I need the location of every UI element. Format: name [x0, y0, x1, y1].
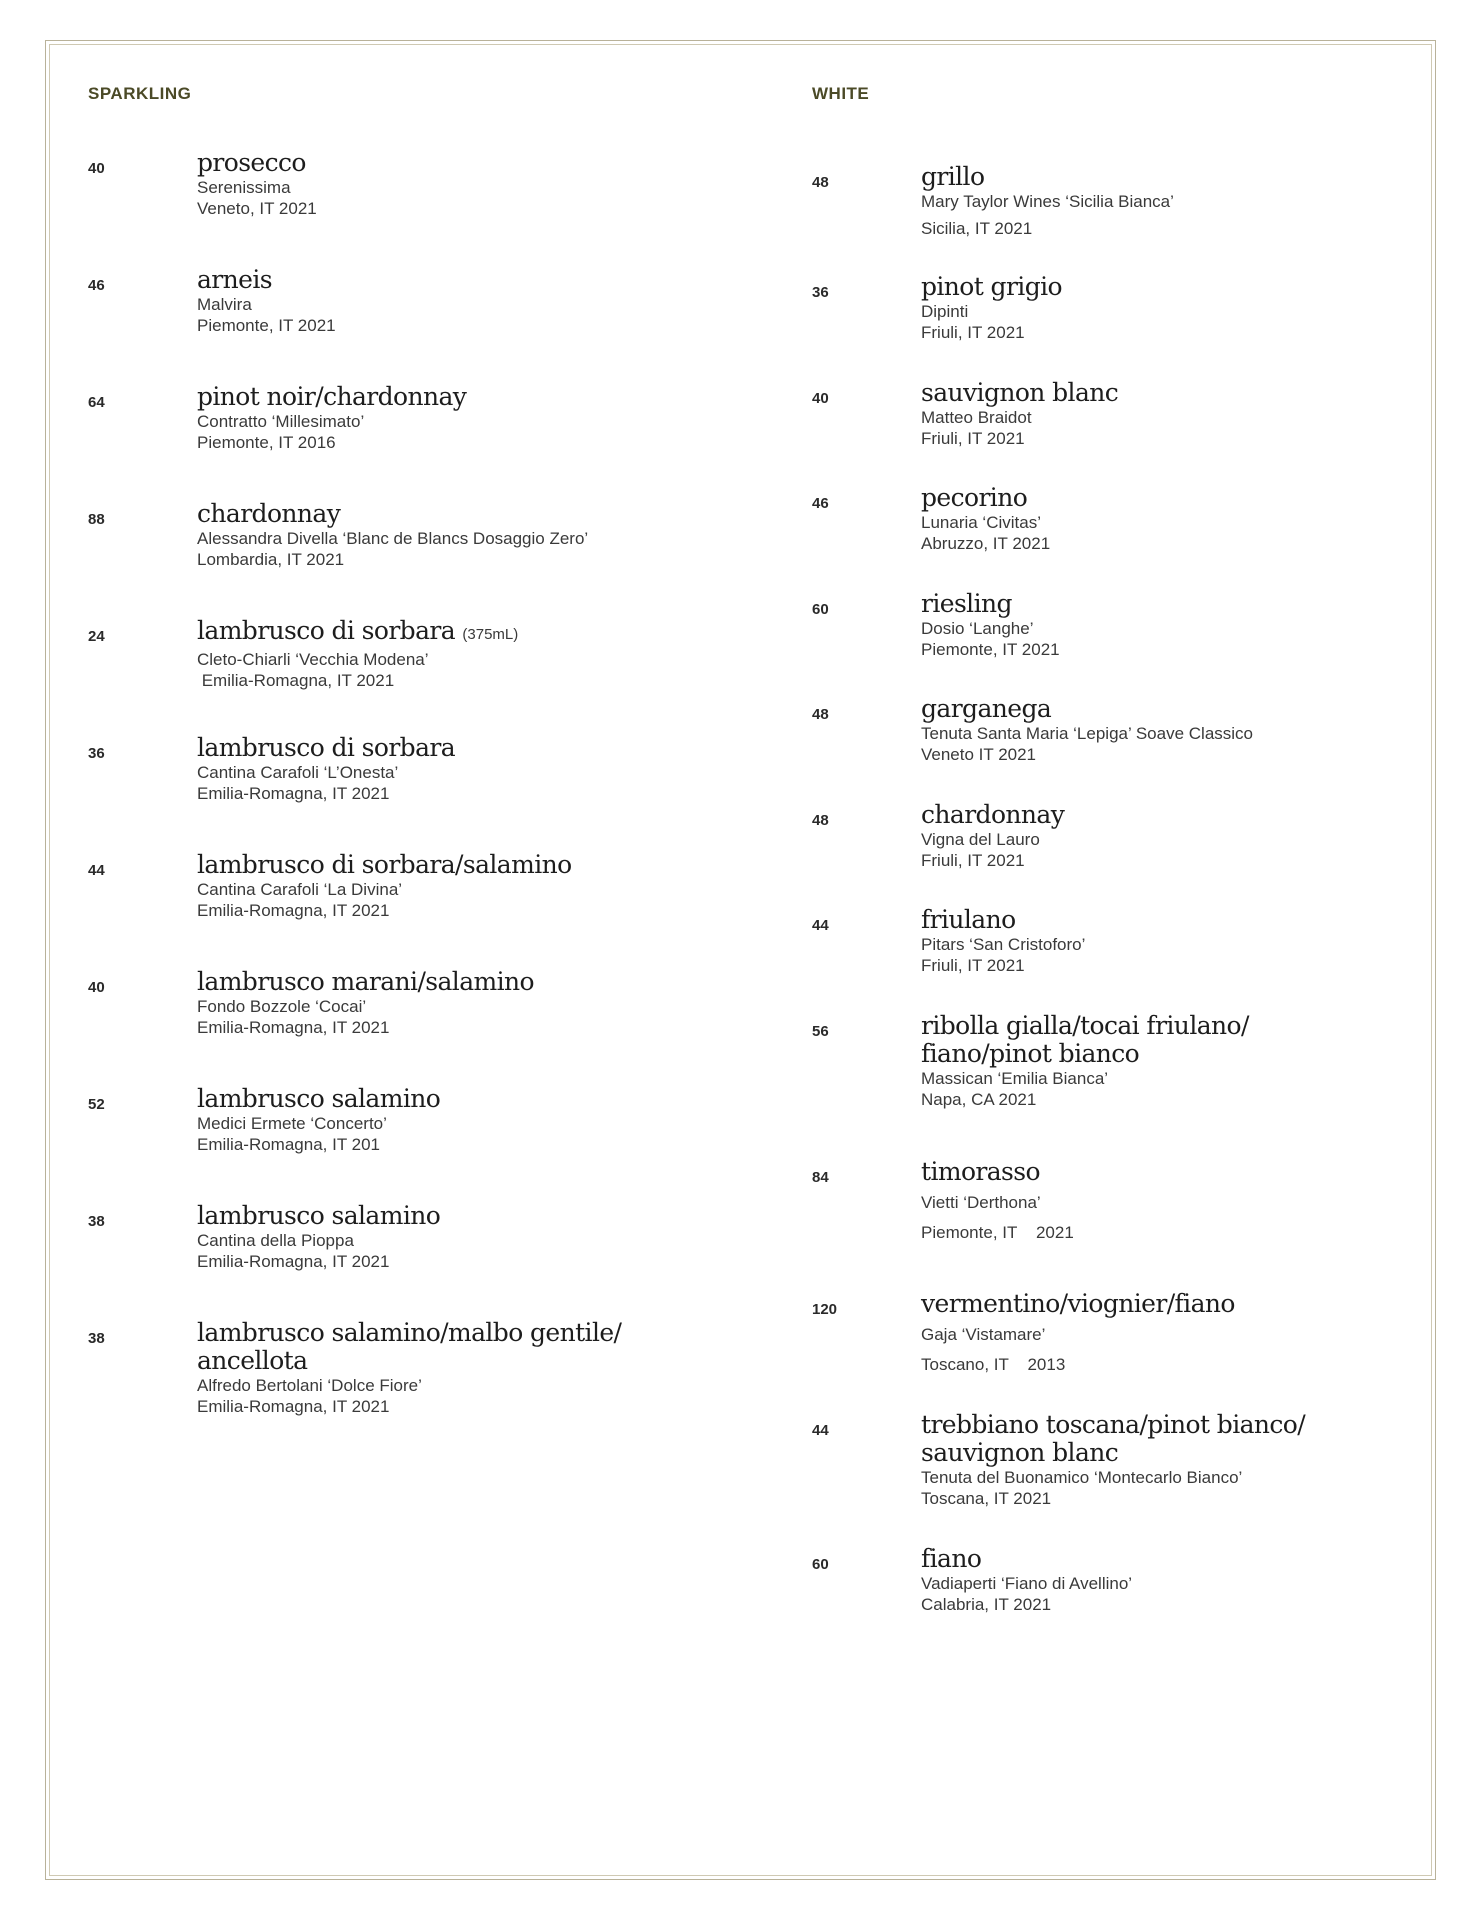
wine-producer: Contratto ‘Millesimato’ — [197, 412, 365, 431]
wine-region: Emilia-Romagna, IT 2021 — [197, 1397, 390, 1416]
wine-name-continued: fiano/pinot bianco — [921, 1039, 1140, 1068]
wine-name: pinot noir/chardonnay — [197, 382, 467, 411]
wine-price: 48 — [812, 174, 829, 191]
wine-name: lambrusco salamino/malbo gentile/ — [197, 1318, 622, 1347]
wine-name: vermentino/viognier/fiano — [921, 1289, 1235, 1318]
wine-price: 36 — [812, 284, 829, 301]
wine-price: 46 — [88, 277, 105, 294]
wine-region: Veneto, IT 2021 — [197, 199, 317, 218]
wine-price: 38 — [88, 1213, 105, 1230]
wine-name: lambrusco di sorbara/salamino — [197, 850, 572, 879]
wine-producer: Lunaria ‘Civitas’ — [921, 513, 1041, 532]
wine-name: grillo — [921, 162, 985, 191]
wine-price: 24 — [88, 628, 105, 645]
wine-name: pecorino — [921, 483, 1028, 512]
wine-producer: Vigna del Lauro — [921, 830, 1040, 849]
wine-producer: Dipinti — [921, 302, 969, 321]
wine-producer: Alessandra Divella ‘Blanc de Blancs Dosaggio Zero’ — [197, 529, 589, 548]
wine-region: Friuli, IT 2021 — [921, 851, 1025, 870]
wine-name: chardonnay — [921, 800, 1065, 829]
wine-region: Emilia-Romagna, IT 2021 — [197, 784, 390, 803]
wine-producer: Mary Taylor Wines ‘Sicilia Bianca’ — [921, 192, 1174, 211]
wine-region: Emilia-Romagna, IT 2021 — [197, 1252, 390, 1271]
wine-region: Emilia-Romagna, IT 201 — [197, 1135, 380, 1154]
wine-price: 44 — [88, 862, 105, 879]
wine-price: 40 — [812, 390, 829, 407]
wine-name: fiano — [921, 1544, 982, 1573]
wine-producer: Fondo Bozzole ‘Cocai’ — [197, 997, 367, 1016]
wine-producer: Cantina della Pioppa — [197, 1231, 354, 1250]
wine-region: Toscana, IT 2021 — [921, 1489, 1052, 1508]
wine-producer: Cleto-Chiarli ‘Vecchia Modena’ — [197, 650, 429, 669]
wine-name-continued: ancellota — [197, 1346, 308, 1375]
wine-region: Calabria, IT 2021 — [921, 1595, 1052, 1614]
wine-producer: Malvira — [197, 295, 252, 314]
wine-region: Piemonte, IT 2021 — [921, 640, 1060, 659]
wine-name: lambrusco di sorbara — [197, 733, 456, 762]
wine-price: 60 — [812, 1556, 829, 1573]
wine-price: 84 — [812, 1169, 829, 1186]
wine-region: Lombardia, IT 2021 — [197, 550, 345, 569]
wine-name: sauvignon blanc — [921, 378, 1119, 407]
wine-price: 40 — [88, 979, 105, 996]
wine-name: prosecco — [197, 148, 306, 177]
wine-producer: Dosio ‘Langhe’ — [921, 619, 1034, 638]
wine-producer: Tenuta Santa Maria ‘Lepiga’ Soave Classico — [921, 724, 1254, 743]
wine-price: 44 — [812, 1422, 829, 1439]
wine-producer: Matteo Braidot — [921, 408, 1032, 427]
wine-price: 46 — [812, 495, 829, 512]
wine-name: chardonnay — [197, 499, 341, 528]
wine-name: timorasso — [921, 1157, 1040, 1186]
wine-producer: Medici Ermete ‘Concerto’ — [197, 1114, 387, 1133]
wine-producer: Alfredo Bertolani ‘Dolce Fiore’ — [197, 1376, 422, 1395]
wine-producer: Gaja ‘Vistamare’ — [921, 1325, 1046, 1344]
wine-region: Emilia-Romagna, IT 2021 — [197, 901, 390, 920]
wine-name: garganega — [921, 694, 1052, 723]
wine-region: Napa, CA 2021 — [921, 1090, 1037, 1109]
wine-price: 88 — [88, 511, 105, 528]
wine-region: Friuli, IT 2021 — [921, 429, 1025, 448]
wine-price: 36 — [88, 745, 105, 762]
wine-name: pinot grigio — [921, 272, 1062, 301]
wine-region: Friuli, IT 2021 — [921, 956, 1025, 975]
wine-region: Emilia-Romagna, IT 2021 — [197, 671, 395, 690]
wine-producer: Vietti ‘Derthona’ — [921, 1193, 1041, 1212]
wine-producer: Pitars ‘San Cristoforo’ — [921, 935, 1086, 954]
wine-region: Piemonte, IT 2021 — [921, 1223, 1074, 1242]
section-title-sparkling: SPARKLING — [88, 84, 192, 103]
wine-price: 44 — [812, 917, 829, 934]
wine-price: 52 — [88, 1096, 105, 1113]
wine-region: Emilia-Romagna, IT 2021 — [197, 1018, 390, 1037]
wine-price: 48 — [812, 706, 829, 723]
wine-name: ribolla gialla/tocai friulano/ — [921, 1011, 1249, 1040]
wine-region: Piemonte, IT 2021 — [197, 316, 336, 335]
wine-price: 40 — [88, 160, 105, 177]
wine-name-continued: sauvignon blanc — [921, 1438, 1119, 1467]
wine-region: Piemonte, IT 2016 — [197, 433, 336, 452]
wine-price: 60 — [812, 601, 829, 618]
wine-price: 48 — [812, 812, 829, 829]
wine-name: lambrusco salamino — [197, 1201, 441, 1230]
wine-price: 64 — [88, 394, 105, 411]
wine-name: lambrusco marani/salamino — [197, 967, 534, 996]
wine-producer: Massican ‘Emilia Bianca’ — [921, 1069, 1109, 1088]
wine-region: Toscano, IT 2013 — [921, 1355, 1066, 1374]
wine-name: trebbiano toscana/pinot bianco/ — [921, 1410, 1306, 1439]
wine-region: Veneto IT 2021 — [921, 745, 1037, 764]
wine-producer: Serenissima — [197, 178, 291, 197]
wine-name: lambrusco salamino — [197, 1084, 441, 1113]
wine-volume: (375mL) — [462, 626, 519, 643]
wine-producer: Tenuta del Buonamico ‘Montecarlo Bianco’ — [921, 1468, 1243, 1487]
wine-price: 38 — [88, 1330, 105, 1347]
wine-price: 56 — [812, 1023, 829, 1040]
wine-region: Abruzzo, IT 2021 — [921, 534, 1051, 553]
wine-name: riesling — [921, 589, 1012, 618]
wine-name: arneis — [197, 265, 272, 294]
wine-producer: Cantina Carafoli ‘L’Onesta’ — [197, 763, 399, 782]
wine-region: Sicilia, IT 2021 — [921, 219, 1033, 238]
wine-producer: Cantina Carafoli ‘La Divina’ — [197, 880, 403, 899]
wine-price: 120 — [812, 1301, 838, 1318]
wine-region: Friuli, IT 2021 — [921, 323, 1025, 342]
wine-producer: Vadiaperti ‘Fiano di Avellino’ — [921, 1574, 1133, 1593]
wine-name: friulano — [921, 905, 1016, 934]
wine-name: lambrusco di sorbara — [197, 616, 456, 645]
section-title-white: WHITE — [812, 84, 870, 103]
